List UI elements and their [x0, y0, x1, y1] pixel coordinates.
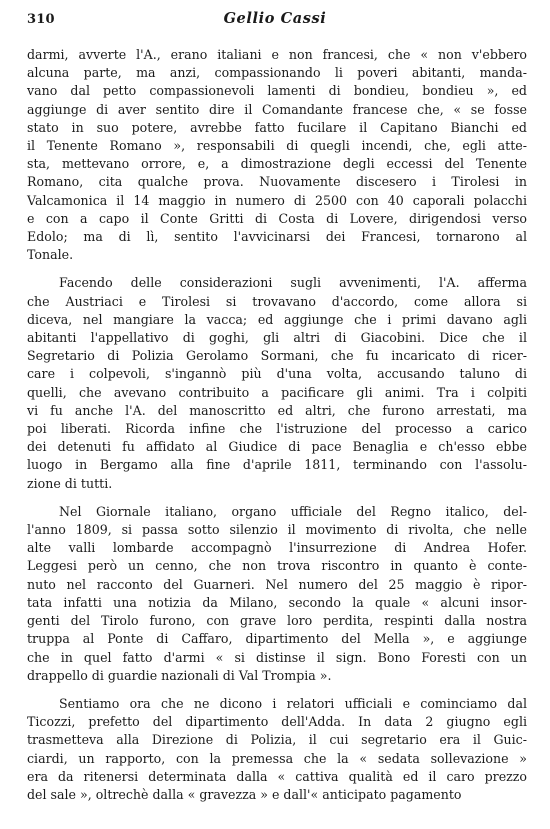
text-line: e con a capo il Conte Gritti di Costa di Lovere, dirigendosi verso	[27, 210, 527, 226]
text-line: abitanti l'appellativo di goghi, gli altri di Giacobini. Dice che il	[27, 330, 527, 346]
text-line: drappello di guardie nazionali di Val Trompia ».	[27, 667, 332, 683]
text-line: vi fu anche l'A. del manoscritto ed altri, che furono arrestati, ma	[27, 402, 527, 418]
text-line: Romano, cita qualche prova. Nuovamente discesero i Tirolesi in	[27, 174, 527, 190]
text-line: il Tenente Romano », responsabili di quegli incendi, che, egli atte-	[27, 138, 527, 154]
text-line: trasmetteva alla Direzione di Polizia, il cui segretario era il Guic-	[27, 732, 527, 748]
text-line: poi liberati. Ricorda infine che l'istruzione del processo a carico	[27, 421, 527, 437]
paragraph	[27, 46, 527, 264]
text-line: zione di tutti.	[27, 475, 113, 491]
text-line: darmi, avverte l'A., erano italiani e non francesi, che « non v'ebbero	[27, 47, 527, 62]
text-line: era da ritenersi determinata dalla « cattiva qualità ed il caro prezzo	[27, 768, 527, 784]
text-line: l'anno 1809, si passa sotto silenzio il movimento di rivolta, che nelle	[27, 522, 527, 538]
text-line: Leggesi però un cenno, che non trova riscontro in quanto è conte-	[27, 558, 527, 574]
text-line: nuto nel racconto del Guarneri. Nel numero del 25 maggio è ripor-	[27, 576, 527, 592]
text-line: Ticozzi, prefetto del dipartimento dell'Adda. In data 2 giugno egli	[27, 714, 527, 730]
text-line: aggiunge di aver sentito dire il Comandante francese che, « se fosse	[27, 101, 527, 117]
body-text	[27, 46, 527, 804]
text-line: Edolo; ma di lì, sentito l'avvicinarsi dei Francesi, tornarono al	[27, 229, 527, 245]
text-line: ciardi, un rapporto, con la premessa che la « sedata sollevazione »	[27, 750, 527, 766]
paragraph	[27, 274, 527, 492]
text-line: alte valli lombarde accompagnò l'insurrezione di Andrea Hofer.	[27, 540, 527, 556]
paragraph	[27, 503, 527, 685]
text-line: Valcamonica il 14 maggio in numero di 2500 con 40 caporali polacchi	[27, 192, 527, 208]
text-line: Segretario di Polizia Gerolamo Sormani, che fu incaricato di ricer-	[27, 348, 527, 364]
text-line: alcuna parte, ma anzi, compassionando li poveri abitanti, manda-	[27, 65, 527, 81]
text-line: tata infatti una notizia da Milano, secondo la quale « alcuni insor-	[27, 594, 527, 610]
running-head: Gellio Cassi	[223, 10, 327, 27]
text-line: genti del Tirolo furono, con grave loro perdita, respinti dalla nostra	[27, 613, 527, 629]
text-line: truppa al Ponte di Caffaro, dipartimento del Mella », e aggiunge	[27, 631, 527, 647]
text-line: Facendo delle considerazioni sugli avvenimenti, l'A. afferma	[59, 275, 527, 291]
text-line: che Austriaci e Tirolesi si trovavano d'accordo, come allora si	[27, 293, 527, 309]
text-line: vano dal petto compassionevoli lamenti di bondieu, bondieu », ed	[27, 83, 527, 99]
page-number: 310	[27, 12, 55, 27]
text-line: che in quel fatto d'armi « si distinse il sign. Bono Foresti con un	[27, 649, 527, 665]
text-line: del sale », oltrechè dalla « gravezza » e dall'« anticipato pagamento	[27, 786, 462, 802]
text-line: sta, mettevano orrore, e, a dimostrazione degli eccessi del Tenente	[27, 156, 527, 172]
paragraph	[27, 695, 527, 804]
text-line: care i colpevoli, s'ingannò più d'una volta, accusando taluno di	[27, 366, 527, 382]
page-header	[0, 8, 550, 32]
text-line: dei detenuti fu affidato al Giudice di pace Benaglia e ch'esso ebbe	[27, 439, 527, 455]
text-line: luogo in Bergamo alla fine d'aprile 1811, terminando con l'assolu-	[27, 457, 527, 473]
text-line: Tonale.	[27, 247, 74, 263]
text-line: Sentiamo ora che ne dicono i relatori ufficiali e cominciamo dal	[59, 695, 527, 711]
text-line: quelli, che avevano contribuito a pacificare gli animi. Tra i colpiti	[27, 384, 527, 400]
text-line: stato in suo potere, avrebbe fatto fucilare il Capitano Bianchi ed	[27, 119, 527, 135]
text-line: Nel Giornale italiano, organo ufficiale del Regno italico, del-	[59, 503, 527, 519]
text-line: diceva, nel mangiare la vacca; ed aggiunge che i primi davano agli	[27, 311, 527, 327]
